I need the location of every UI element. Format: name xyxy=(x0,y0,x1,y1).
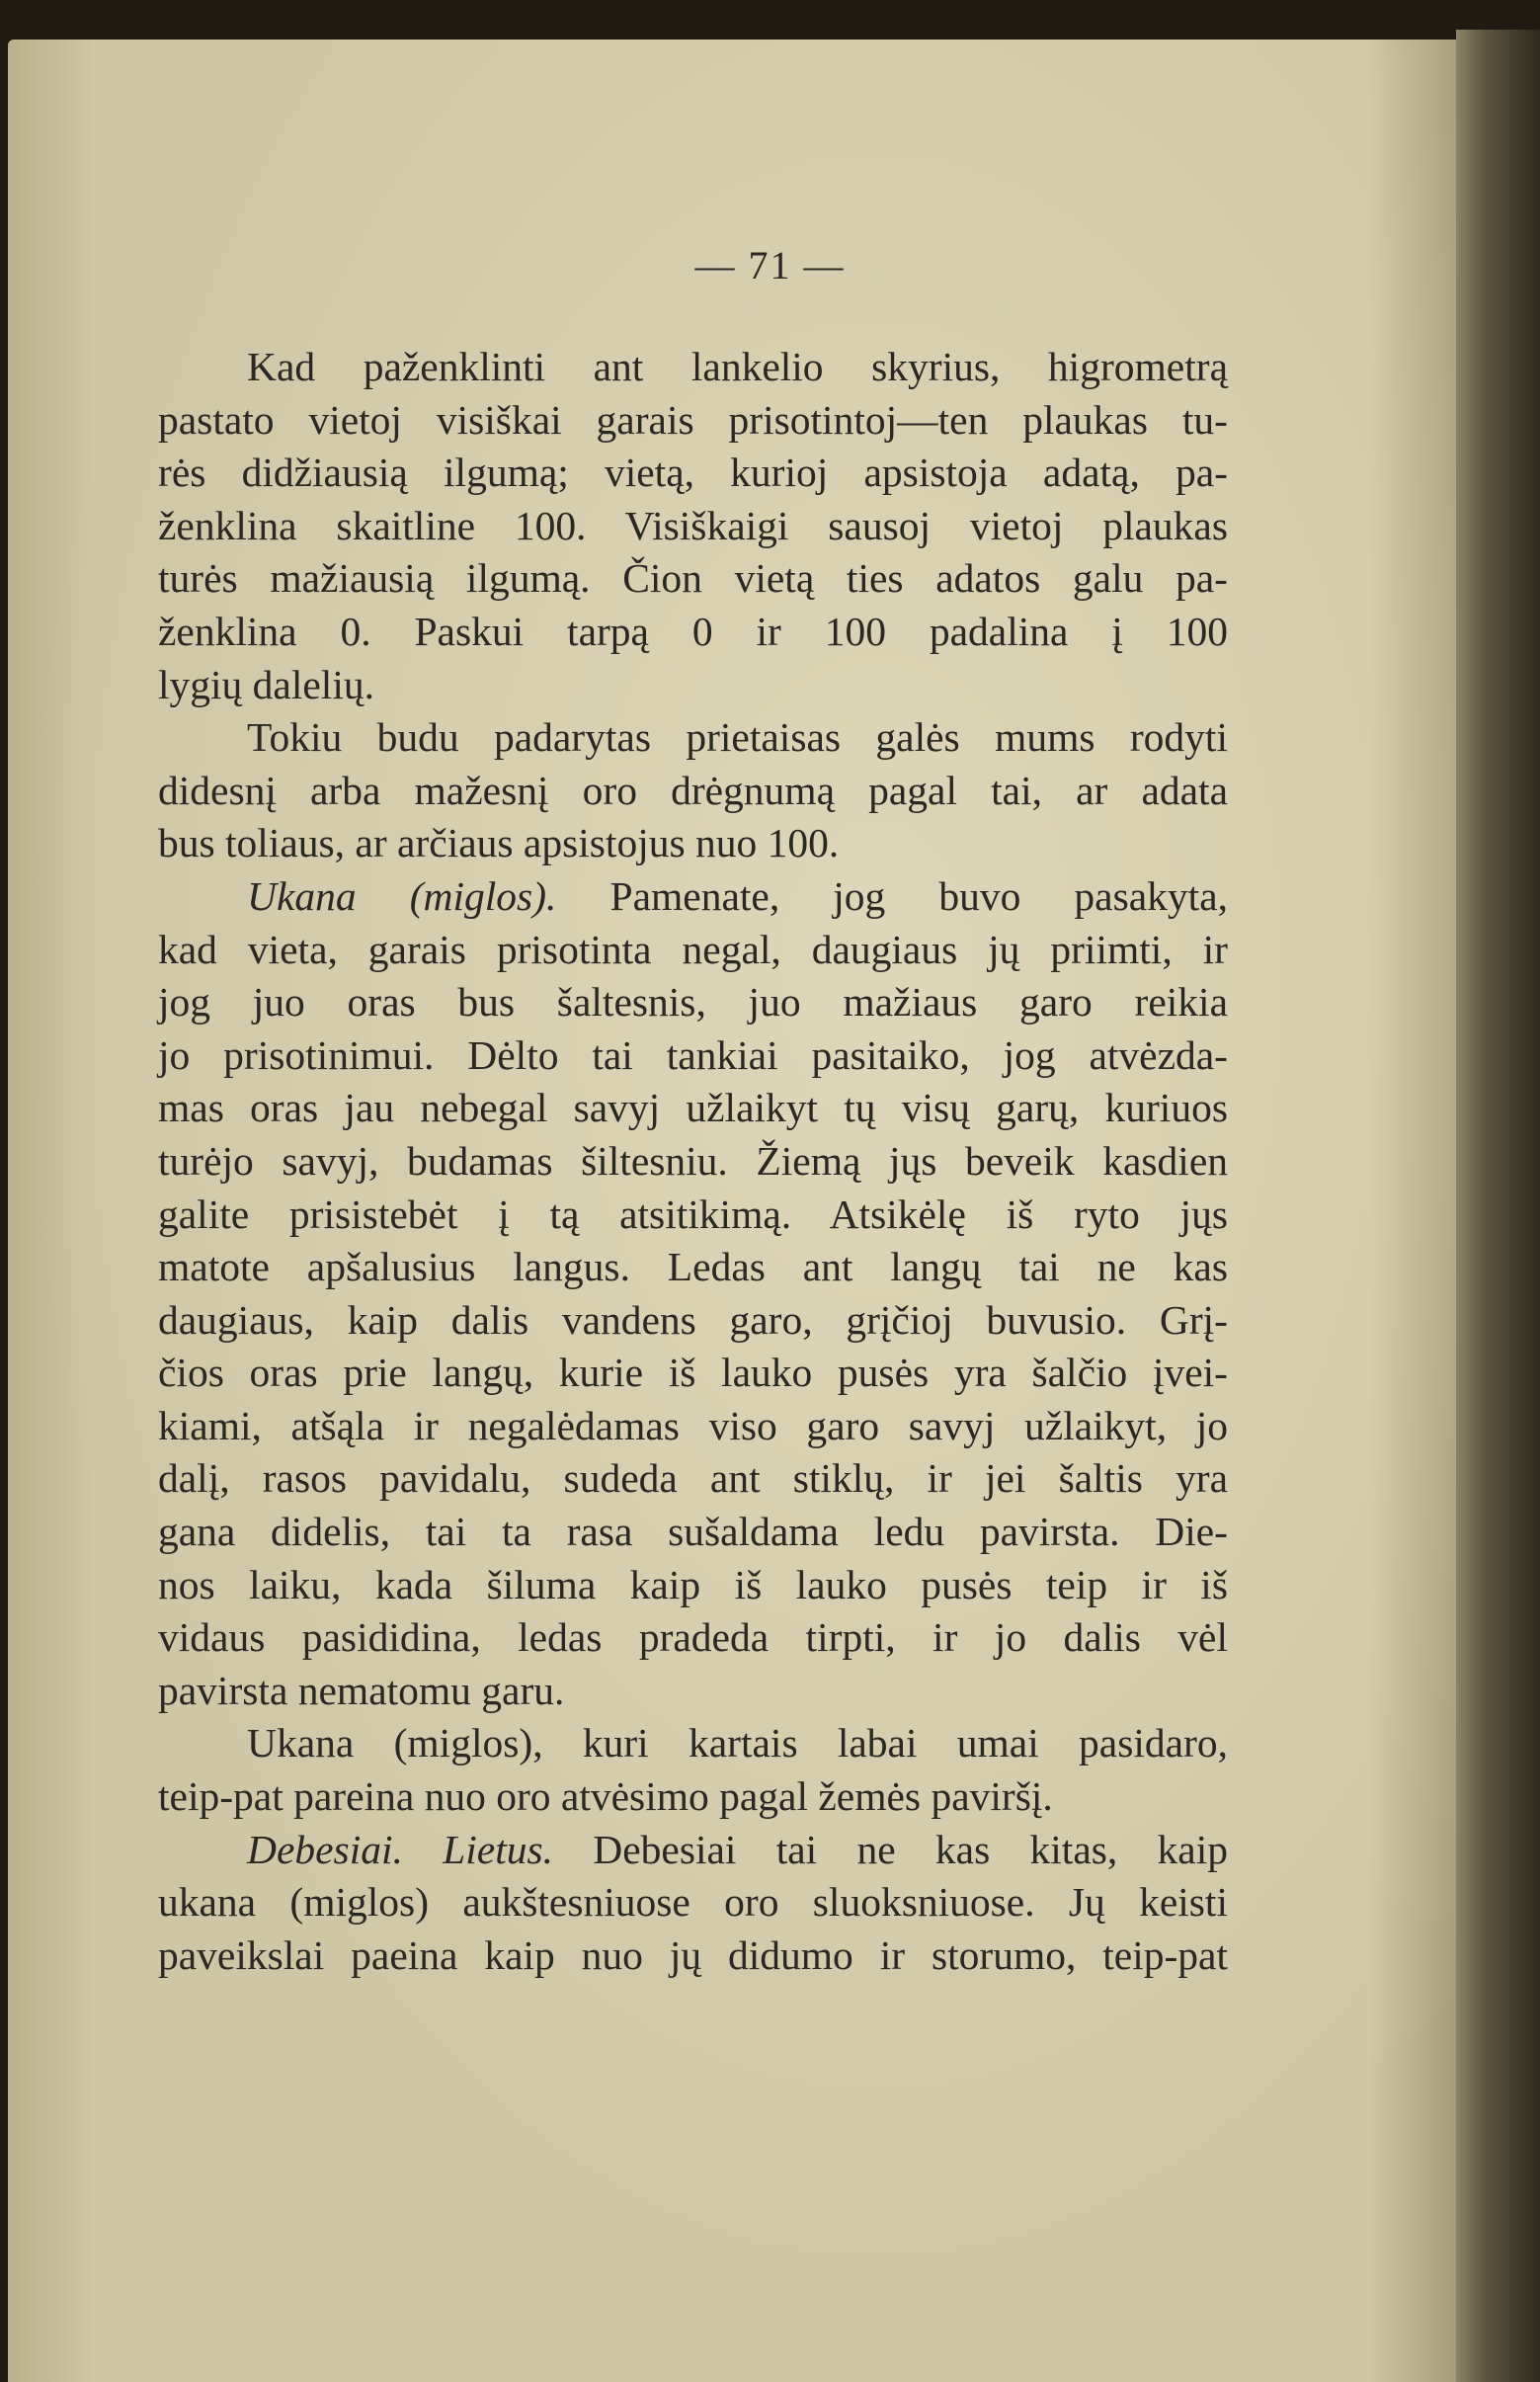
line-text: čios oras prie langų, kurie iš lauko pusės yra šalčio įvei- xyxy=(158,1350,1228,1396)
body-text xyxy=(158,341,1228,1982)
line-text: Debesiai tai ne kas kitas, kaip xyxy=(553,1826,1228,1872)
text-line xyxy=(158,817,1228,870)
line-text: galite prisistebėt į tą atsitikimą. Atsikėlę iš ryto jųs xyxy=(158,1191,1228,1237)
page-number: — 71 — xyxy=(694,243,846,287)
line-text: gana didelis, tai ta rasa sušaldama ledu pavirsta. Die- xyxy=(158,1509,1228,1555)
text-line xyxy=(158,1665,1228,1718)
text-line xyxy=(158,1717,1228,1770)
text-line xyxy=(158,870,1228,924)
text-line xyxy=(158,447,1228,500)
text-line xyxy=(158,765,1228,818)
text-line xyxy=(158,711,1228,765)
text-line xyxy=(158,552,1228,606)
text-line xyxy=(158,1770,1228,1824)
text-line xyxy=(158,500,1228,553)
text-line xyxy=(158,1082,1228,1135)
line-text: pavirsta nematomu garu. xyxy=(158,1667,565,1713)
text-line xyxy=(158,1135,1228,1189)
line-text: Ukana (miglos), kuri kartais labai umai pasidaro, xyxy=(247,1720,1228,1766)
line-text: lygių dalelių. xyxy=(158,661,374,707)
line-text: nos laiku, kada šiluma kaip iš lauko pusės teip ir iš xyxy=(158,1561,1228,1607)
text-line xyxy=(158,1294,1228,1348)
text-line xyxy=(158,1241,1228,1294)
text-line xyxy=(158,606,1228,659)
italic-heading: Ukana (miglos). xyxy=(247,872,557,919)
line-text: kad vieta, garais prisotinta negal, daugiaus jų priimti, ir xyxy=(158,926,1228,972)
italic-heading: Debesiai. Lietus. xyxy=(247,1826,553,1872)
line-text: ukana (miglos) aukštesniuose oro sluoksniuose. Jų keisti xyxy=(158,1879,1228,1926)
text-line xyxy=(158,1189,1228,1242)
line-text: turės mažiausią ilgumą. Čion vietą ties adatos galu pa- xyxy=(158,555,1228,602)
text-line xyxy=(158,394,1228,448)
line-text: ženklina skaitline 100. Visiškaigi sausoj vietoj plaukas xyxy=(158,502,1228,548)
line-text: matote apšalusius langus. Ledas ant langų tai ne kas xyxy=(158,1244,1228,1290)
line-text: pastato vietoj visiškai garais prisotintoj—ten plaukas tu- xyxy=(158,396,1228,443)
line-text: teip-pat pareina nuo oro atvėsimo pagal žemės paviršį. xyxy=(158,1773,1053,1820)
line-text: kiami, atšąla ir negalėdamas viso garo savyj užlaikyt, jo xyxy=(158,1402,1228,1448)
line-text: paveikslai paeina kaip nuo jų didumo ir storumo, teip-pat xyxy=(158,1931,1228,1978)
text-line xyxy=(158,1400,1228,1453)
line-text: jo prisotinimui. Dėlto tai tankiai pasitaiko, jog atvėzda- xyxy=(158,1031,1228,1078)
line-text: jog juo oras bus šaltesnis, juo mažiaus garo reikia xyxy=(158,979,1228,1026)
text-line xyxy=(158,1930,1228,1983)
line-text: ženklina 0. Paskui tarpą 0 ir 100 padalina į 100 xyxy=(158,608,1228,654)
line-text: bus toliaus, ar arčiaus apsistojus nuo 100. xyxy=(158,820,840,866)
text-line xyxy=(158,341,1228,394)
text-line xyxy=(158,1029,1228,1083)
line-text: Pamenate, jog buvo pasakyta, xyxy=(556,872,1228,919)
line-text: dalį, rasos pavidalu, sudeda ant stiklų, ir jei šaltis yra xyxy=(158,1455,1228,1502)
text-line xyxy=(158,1347,1228,1400)
line-text: Kad paženklinti ant lankelio skyrius, higrometrą xyxy=(247,344,1228,389)
text-line xyxy=(158,1506,1228,1559)
line-text: Tokiu budu padarytas prietaisas galės mums rodyti xyxy=(247,714,1228,761)
text-line xyxy=(158,1611,1228,1665)
text-line xyxy=(158,1559,1228,1612)
line-text: rės didžiausią ilgumą; vietą, kurioj apsistoja adatą, pa- xyxy=(158,450,1228,496)
line-text: turėjo savyj, budamas šiltesniu. Žiemą jųs beveik kasdien xyxy=(158,1137,1228,1184)
text-line xyxy=(158,976,1228,1029)
page-edge-shadow xyxy=(1456,30,1540,2382)
line-text: mas oras jau nebegal savyj užlaikyt tų visų garų, kuriuos xyxy=(158,1085,1228,1131)
text-line xyxy=(158,1452,1228,1506)
text-line xyxy=(158,1876,1228,1930)
line-text: vidaus pasididina, ledas pradeda tirpti, ir jo dalis vėl xyxy=(158,1614,1228,1661)
text-line xyxy=(158,924,1228,977)
line-text: daugiaus, kaip dalis vandens garo, grįčioj buvusio. Grį- xyxy=(158,1296,1228,1343)
text-line xyxy=(158,1824,1228,1877)
text-line xyxy=(158,659,1228,712)
line-text: didesnį arba mažesnį oro drėgnumą pagal tai, ar adata xyxy=(158,767,1228,813)
